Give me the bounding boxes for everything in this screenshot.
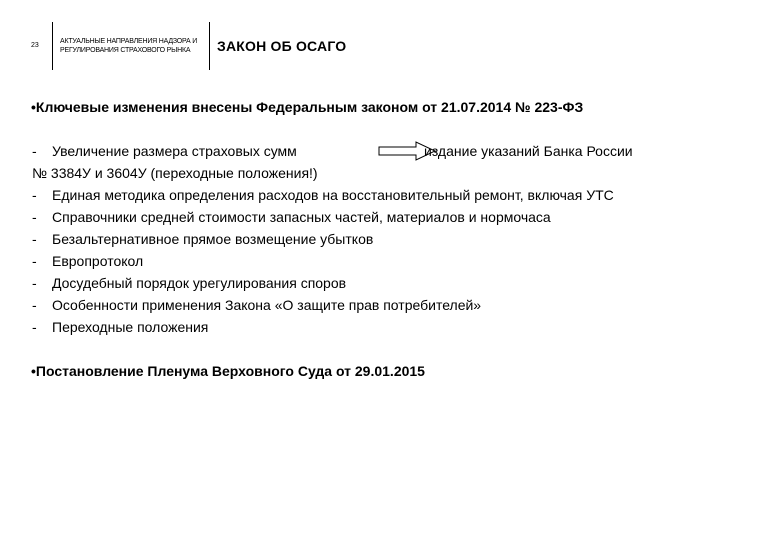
header-subtitle (60, 37, 197, 55)
list-dash: - (32, 297, 37, 313)
list-item-text: Европротокол (52, 253, 144, 269)
list-item-text-after-arrow: издание указаний Банка России (424, 143, 633, 159)
list-item-text: Увеличение размера страховых сумм (52, 143, 297, 159)
list-dash: - (32, 187, 37, 203)
list-item-text: Переходные положения (52, 319, 209, 335)
supreme-court-bullet: •Постановление Пленума Верховного Суда от 29.01.2015 (31, 363, 425, 379)
header-subtitle-line2: РЕГУЛИРОВАНИЯ СТРАХОВОГО РЫНКА (60, 47, 191, 54)
list-item-text: Единая методика определения расходов на восстановительный ремонт, включая УТС (52, 187, 614, 203)
slide-title: ЗАКОН ОБ ОСАГО (217, 38, 347, 54)
slide-header (0, 0, 780, 80)
list-item-text: Справочники средней стоимости запасных частей, материалов и нормочаса (52, 209, 551, 225)
list-item-text: Безальтернативное прямое возмещение убытков (52, 231, 374, 247)
list-dash: - (32, 319, 37, 335)
list-item-continuation-text: № 3384У и 3604У (переходные положения!) (32, 165, 318, 181)
list-item-text: Досудебный порядок урегулирования споров (52, 275, 347, 291)
page-number: 23 (31, 42, 39, 49)
list-dash: - (32, 209, 37, 225)
key-changes-bullet: •Ключевые изменения внесены Федеральным законом от 21.07.2014 № 223-ФЗ (31, 99, 584, 115)
list-dash: - (32, 275, 37, 291)
header-divider-left (52, 22, 53, 70)
header-divider-right (209, 22, 210, 70)
list-dash: - (32, 143, 37, 159)
list-dash: - (32, 253, 37, 269)
list-dash: - (32, 231, 37, 247)
list-item-text: Особенности применения Закона «О защите прав потребителей» (52, 297, 482, 313)
header-subtitle-line1: АКТУАЛЬНЫЕ НАПРАВЛЕНИЯ НАДЗОРА И (60, 38, 198, 45)
